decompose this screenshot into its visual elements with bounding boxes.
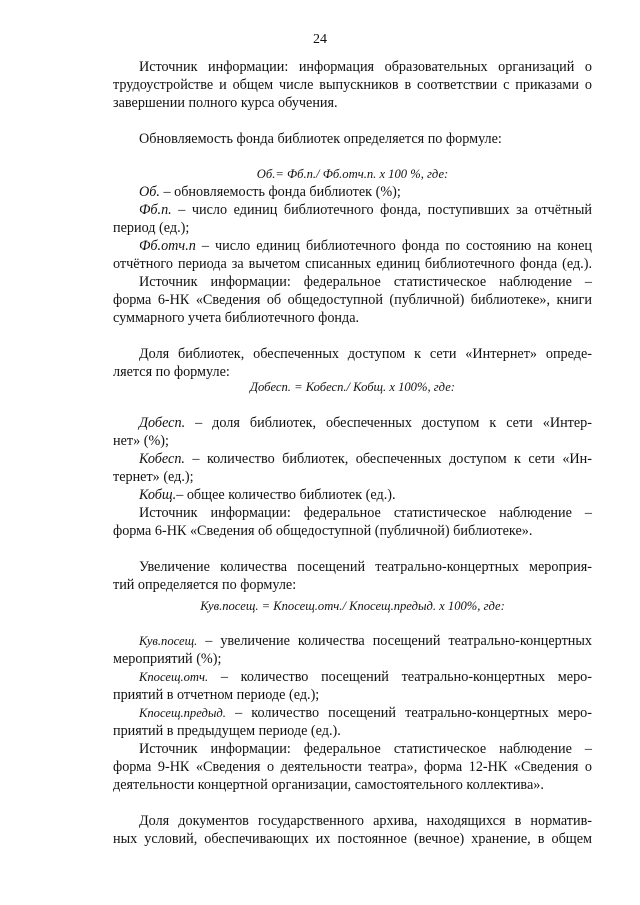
- paragraph-line: ных условий, обеспечивающих их постоянное (вечное) хранение, в общем: [113, 831, 592, 847]
- formula: Добесп. = Кобесп./ Кобщ. х 100%, где:: [250, 380, 455, 394]
- formula-term: Добесп.: [139, 415, 186, 431]
- formula-term: Фб.п.: [139, 202, 172, 218]
- formula-term: Фб.отч.п: [139, 238, 196, 254]
- formula-term: Кув.посещ.: [139, 634, 198, 648]
- definition-line: Кпосещ.отч. – количество посещений театрально-концертных меро-: [139, 669, 592, 685]
- section-intro: Доля библиотек, обеспеченных доступом к сети «Интернет» опреде-: [139, 346, 592, 362]
- section-intro: Обновляемость фонда библиотек определяется по формуле:: [139, 131, 502, 147]
- definition-line: Кпосещ.предыд. – количество посещений театрально-концертных меро-: [139, 705, 592, 721]
- paragraph-line: Источник информации: информация образовательных организаций о: [139, 59, 592, 75]
- source-line: форма 6-НК «Сведения об общедоступной (публичной) библиотеке».: [113, 523, 533, 539]
- paragraph-line: Доля документов государственного архива, находящихся в норматив-: [139, 813, 592, 829]
- source-line: Источник информации: федеральное статистическое наблюдение –: [139, 741, 592, 757]
- section-intro: ляется по формуле:: [113, 364, 230, 380]
- definition-line: отчётного периода за вычетом списанных единиц библиотечного фонда (ед.).: [113, 256, 592, 272]
- formula-term: Кобесп.: [139, 451, 185, 467]
- source-line: Источник информации: федеральное статистическое наблюдение –: [139, 505, 592, 521]
- formula: Кув.посещ. = Кпосещ.отч./ Кпосещ.предыд. х 100%, где:: [200, 599, 505, 613]
- section-intro: Увеличение количества посещений театрально-концертных мероприя-: [139, 559, 592, 575]
- paragraph-line: трудоустройстве и общем числе выпускников в соответствии с приказами о: [113, 77, 592, 93]
- definition-line: нет» (%);: [113, 433, 169, 449]
- definition-line: приятий в отчетном периоде (ед.);: [113, 687, 320, 703]
- section-intro: тий определяется по формуле:: [113, 577, 297, 593]
- definition-line: период (ед.);: [113, 220, 190, 236]
- definition-line: Фб.п. – число единиц библиотечного фонда, поступивших за отчётный: [139, 202, 592, 218]
- definition-line: Добесп. – доля библиотек, обеспеченных доступом к сети «Интер-: [139, 415, 592, 431]
- definition-line: Кобщ.– общее количество библиотек (ед.).: [139, 487, 396, 503]
- definition-line: мероприятий (%);: [113, 651, 222, 667]
- page-number: 24: [313, 32, 327, 47]
- definition-line: приятий в предыдущем периоде (ед.).: [113, 723, 341, 739]
- definition-line: тернет» (ед.);: [113, 469, 194, 485]
- paragraph-line: завершении полного курса обучения.: [113, 95, 338, 111]
- formula: Об.= Фб.п./ Фб.отч.п. х 100 %, где:: [256, 167, 449, 181]
- formula-term: Кпосещ.предыд.: [139, 706, 226, 720]
- definition-line: Об. – обновляемость фонда библиотек (%);: [139, 184, 401, 200]
- formula-term: Кпосещ.отч.: [139, 670, 209, 684]
- source-line: суммарного учета библиотечного фонда.: [113, 310, 360, 326]
- definition-line: Фб.отч.п – число единиц библиотечного фонда по состоянию на конец: [139, 238, 592, 254]
- definition-line: Кобесп. – количество библиотек, обеспеченных доступом к сети «Ин-: [139, 451, 592, 467]
- formula-term: Об.: [139, 184, 160, 200]
- source-line: форма 6-НК «Сведения об общедоступной (публичной) библиотеке», книги: [113, 292, 592, 308]
- source-line: деятельности концертной организации, самостоятельного коллектива».: [113, 777, 544, 793]
- formula-term: Кобщ.: [139, 487, 177, 503]
- source-line: Источник информации: федеральное статистическое наблюдение –: [139, 274, 592, 290]
- source-line: форма 9-НК «Сведения о деятельности театра», форма 12-НК «Сведения о: [113, 759, 592, 775]
- definition-line: Кув.посещ. – увеличение количества посещений театрально-концертных: [139, 633, 592, 649]
